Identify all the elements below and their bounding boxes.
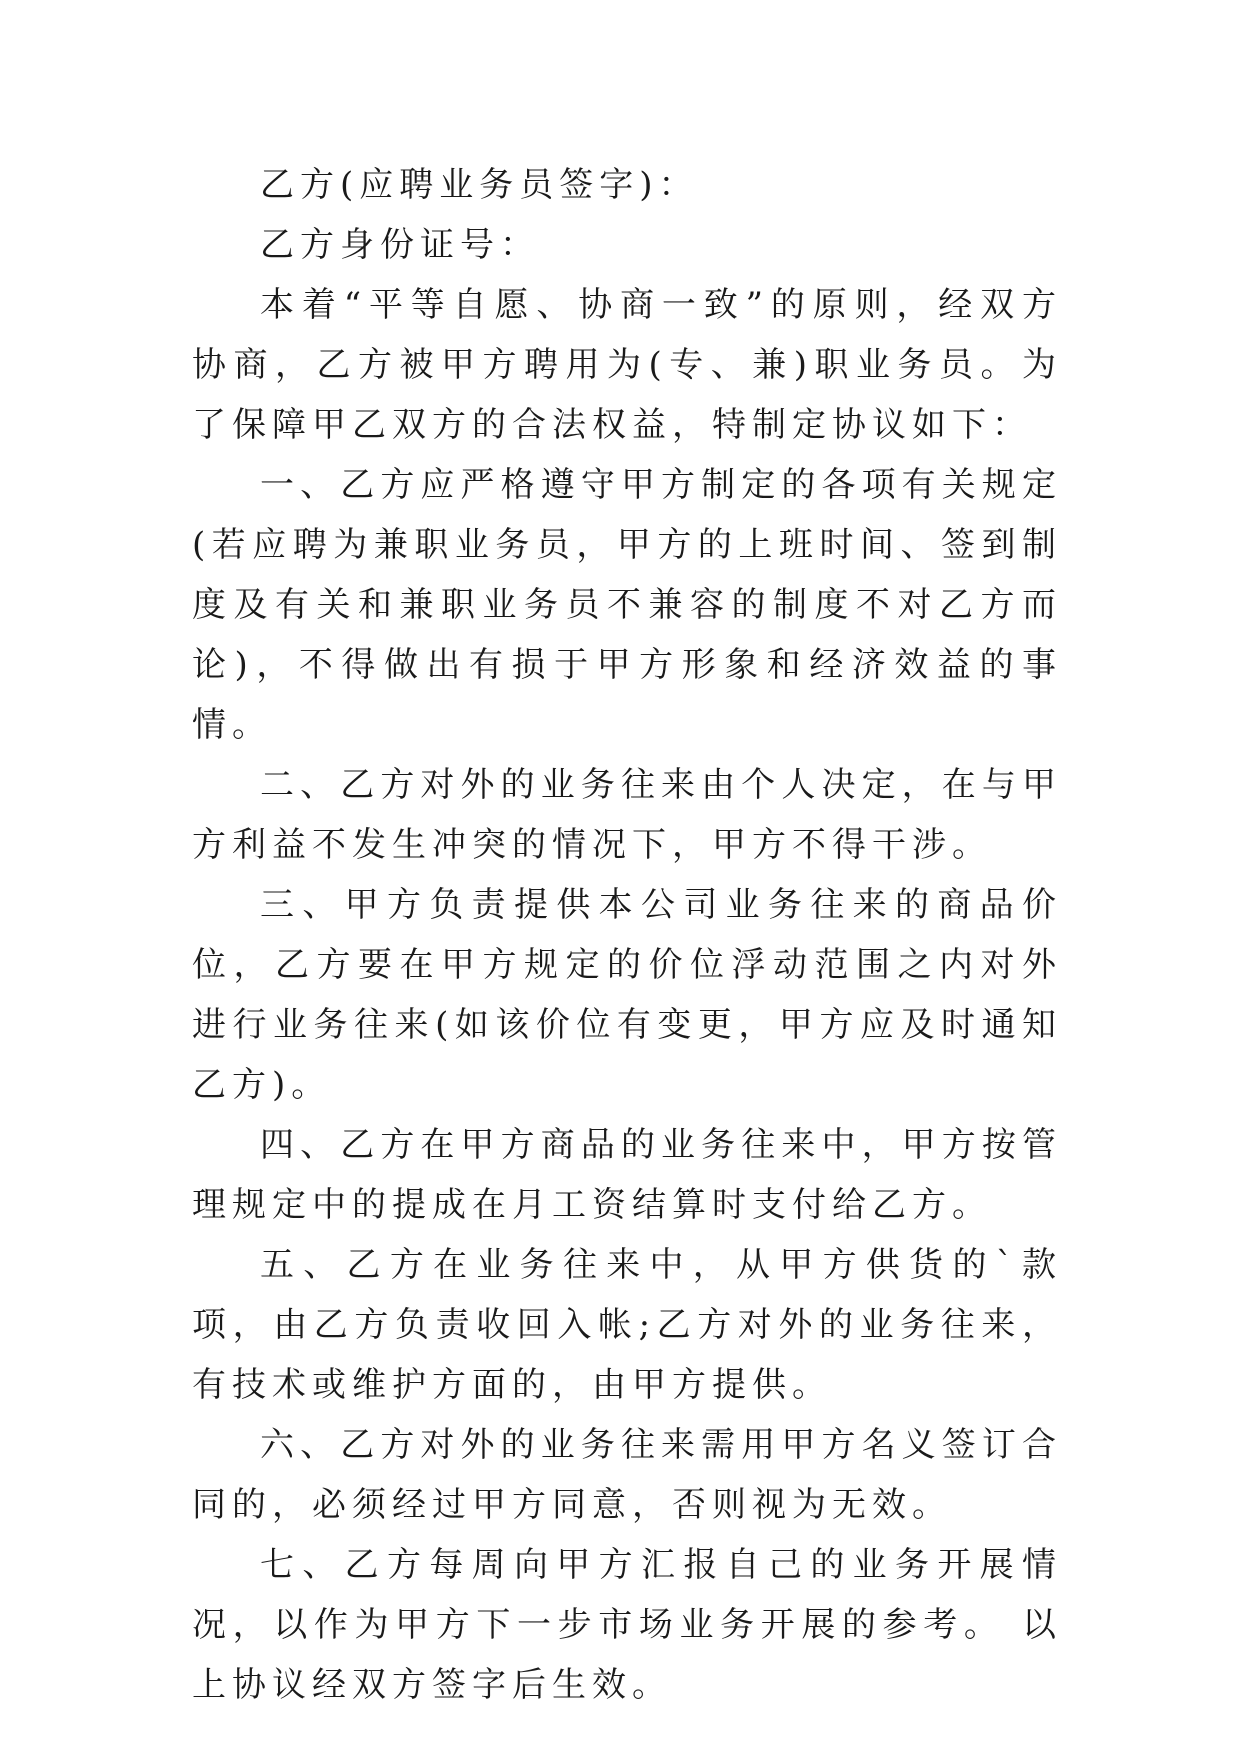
preamble-paragraph: 本着“平等自愿、协商一致”的原则，经双方协商，乙方被甲方聘用为(专、兼)职业务员。为了保障甲乙双方的合法权益，特制定协议如下：: [192, 285, 1062, 445]
clause-3: 三、甲方负责提供本公司业务往来的商品价位，乙方要在甲方规定的价位浮动范围之内对外进行业务往来(如该价位有变更，甲方应及时通知乙方)。: [192, 885, 1062, 1105]
clause-2: 二、乙方对外的业务往来由个人决定，在与甲方利益不发生冲突的情况下，甲方不得干涉。: [192, 765, 1062, 865]
id-number-line-party-b: 乙方身份证号：: [260, 225, 540, 265]
clause-5: 五、乙方在业务往来中，从甲方供货的`款项，由乙方负责收回入帐;乙方对外的业务往来，有技术或维护方面的，由甲方提供。: [192, 1245, 1062, 1405]
clause-4: 四、乙方在甲方商品的业务往来中，甲方按管理规定中的提成在月工资结算时支付给乙方。: [192, 1125, 1062, 1225]
clause-6: 六、乙方对外的业务往来需用甲方名义签订合同的，必须经过甲方同意，否则视为无效。: [192, 1425, 1062, 1525]
signature-line-party-b: 乙方(应聘业务员签字)：: [260, 165, 699, 205]
document-body: [192, 155, 1062, 1715]
clause-1: 一、乙方应严格遵守甲方制定的各项有关规定(若应聘为兼职业务员，甲方的上班时间、签到制度及有关和兼职业务员不兼容的制度不对乙方而论)，不得做出有损于甲方形象和经济效益的事情。: [192, 465, 1062, 745]
clause-7: 七、乙方每周向甲方汇报自己的业务开展情况，以作为甲方下一步市场业务开展的参考。 以上协议经双方签字后生效。: [192, 1545, 1062, 1705]
